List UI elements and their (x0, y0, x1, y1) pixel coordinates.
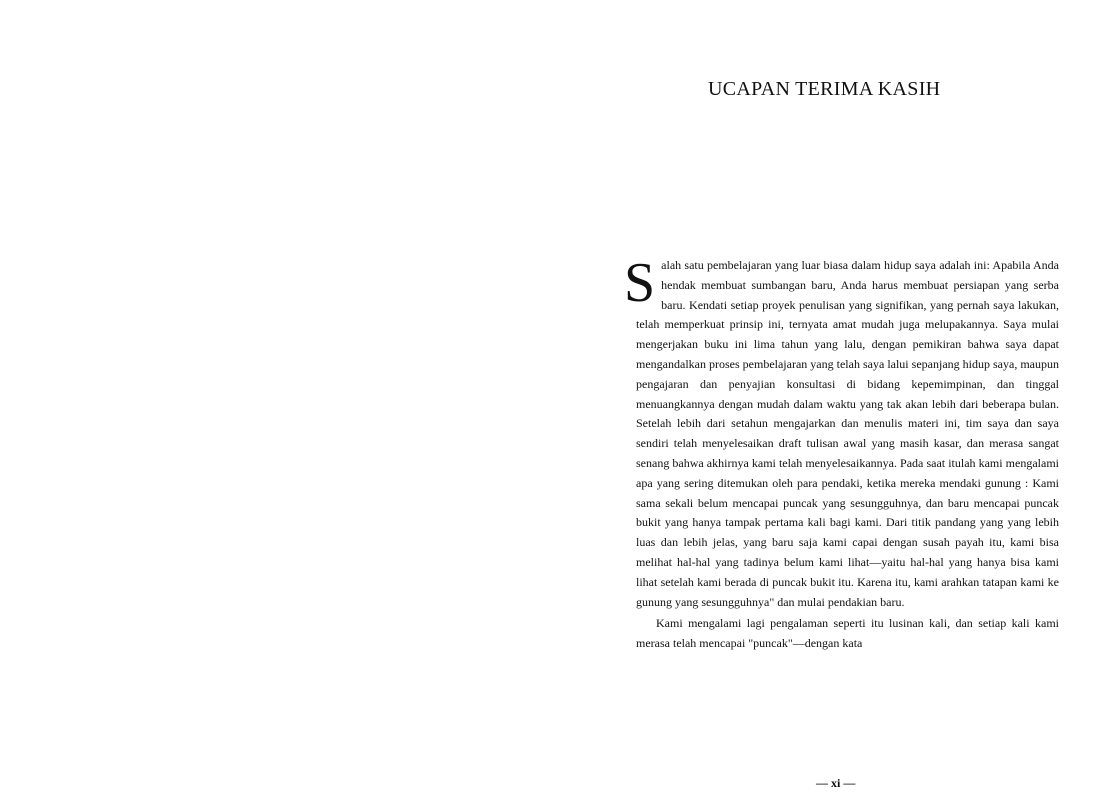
page-number: — xi — (816, 776, 856, 790)
paragraph-first-text: alah satu pembelajaran yang luar biasa dalam hidup saya adalah ini: Apabila Anda hendak membuat sumbangan baru, Anda harus membuat persiapan yang serba baru. Kendati setiap proyek penulisan yang signifikan, yang pernah saya lakukan, telah memperkuat prinsip ini, ternyata amat mudah juga melupakannya. Saya mulai mengerjakan buku ini lima tahun yang lalu, dengan pemikiran bahwa saya dapat mengandalkan proses pembelajaran yang telah saya lalui sepanjang hidup saya, maupun pengajaran dan penyajian konsultasi di bidang kepemimpinan, dan tinggal menuangkannya dengan mudah dalam waktu yang tak akan lebih dari beberapa bulan. Setelah lebih dari setahun mengajarkan dan menulis materi ini, tim saya dan saya sendiri telah menyelesaikan draft tulisan awal yang masih kasar, dan merasa sangat senang bahwa akhirnya kami telah menyelesaikannya. Pada saat itulah kami mengalami apa yang sering ditemukan oleh para pendaki, ketika mereka mendaki gunung : Kami sama sekali belum mencapai puncak yang sesungguhnya, dan baru mencapai puncak bukit yang hanya tampak pertama kali bagi kami. Dari titik pandang yang yang lebih luas dan lebih jelas, yang baru saja kami capai dengan susah payah itu, kami bisa melihat hal-hal yang tadinya belum kami lihat—yaitu hal-hal yang hanya bisa kami lihat setelah kami berada di puncak bukit itu. Karena itu, kami arahkan tatapan kami ke gunung yang sesungguhnya" dan mulai pendakian baru. (636, 258, 1059, 609)
paragraph-second: Kami mengalami lagi pengalaman seperti itu lusinan kali, dan setiap kali kami merasa telah mencapai "puncak"—dengan kata (636, 616, 1059, 651)
paragraph-first (624, 252, 1059, 612)
body-text (624, 252, 1059, 654)
drop-cap-letter: S (624, 252, 656, 314)
chapter-title: UCAPAN TERIMA KASIH (708, 78, 941, 100)
